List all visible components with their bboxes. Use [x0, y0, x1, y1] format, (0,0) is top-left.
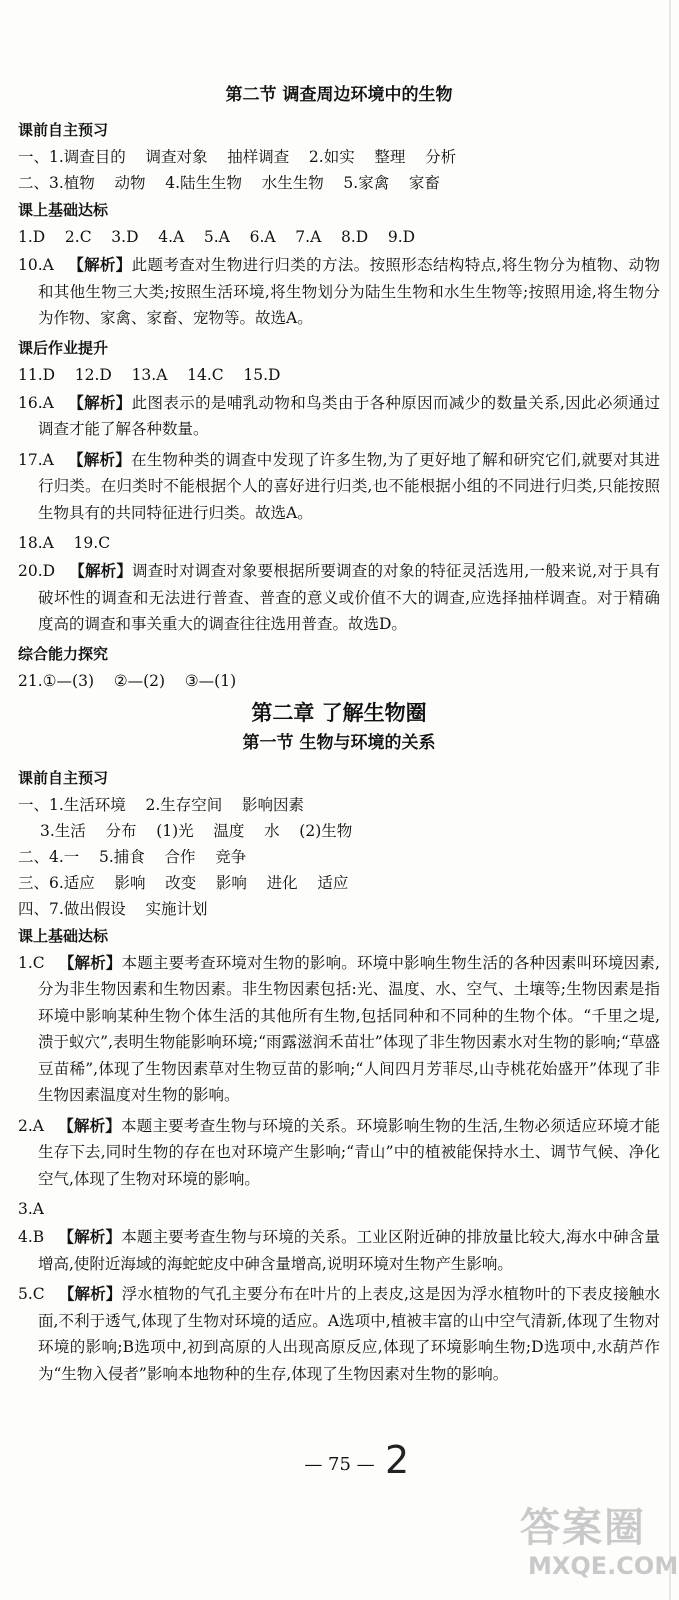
analysis-tag: 【解析】: [58, 1227, 122, 1246]
watermark-url: MXQE.COM: [528, 1552, 679, 1580]
answer-number: 16.A: [18, 393, 54, 412]
ch2-preview-line-4: 三、6.适应 影响 改变 影响 进化 适应: [18, 873, 349, 892]
ch2-answer-q2: [18, 1113, 660, 1193]
ch2-answer-q4: [18, 1224, 660, 1277]
ch2-preview-line-5: 四、7.做出假设 实施计划: [18, 899, 208, 918]
ch2-answer-q1: [18, 950, 660, 1109]
page-content: [18, 82, 660, 1391]
analysis-tag: 【解析】: [69, 561, 133, 580]
analysis-text: 本题主要考查生物与环境的关系。环境影响生物的生活,生物必须适应环境才能生存下去,同时生物的存在也对环境产生影响;“青山”中的植被能保持水土、调节气候、净化空气,体现了生物对环境的影响。: [38, 1116, 660, 1188]
heading-ability: 综合能力探究: [18, 644, 109, 663]
ch2-preview-line-1: 一、1.生活环境 2.生存空间 影响因素: [18, 795, 304, 814]
ch2-answer-q3: 3.A: [18, 1200, 44, 1218]
watermark-logo: [520, 1505, 679, 1590]
heading-after-class: 课后作业提升: [18, 338, 109, 357]
answer-q10: [18, 252, 660, 332]
ch2-answer-q5: [18, 1281, 660, 1387]
answers-18-19: 18.A 19.C: [18, 534, 111, 552]
watermark-text: 答案圈: [520, 1505, 646, 1551]
analysis-text: 本题主要考查生物与环境的关系。工业区附近砷的排放量比较大,海水中砷含量增高,使附近海域的海蛇蛇皮中砷含量增高,说明环境对生物产生影响。: [38, 1228, 660, 1273]
heading-preview-ch2: 课前自主预习: [18, 768, 109, 787]
preview-line-2: 二、3.植物 动物 4.陆生生物 水生生物 5.家禽 家畜: [18, 174, 440, 192]
answer-q21: 21.①—(3) ②—(2) ③—(1): [18, 671, 237, 690]
chapter-title: 第二章 了解生物圈: [251, 700, 427, 725]
analysis-tag: 【解析】: [58, 952, 122, 972]
answer-number: 2.A: [18, 1116, 44, 1135]
answer-q17: [18, 447, 660, 527]
analysis-tag: 【解析】: [57, 1115, 122, 1135]
answer-number: 17.A: [18, 450, 54, 469]
page-number: — 75 —: [304, 1454, 375, 1475]
analysis-tag: 【解析】: [67, 255, 132, 274]
handwritten-mark: 2: [385, 1438, 410, 1482]
ch2-preview-line-3: 二、4.一 5.捕食 合作 竞争: [18, 847, 247, 866]
heading-preview: 课前自主预习: [18, 121, 109, 139]
answer-q16: [18, 390, 660, 443]
basic-answers: 1.D 2.C 3.D 4.A 5.A 6.A 7.A 8.D 9.D: [18, 228, 416, 246]
scan-edge: [669, 0, 671, 1600]
analysis-tag: 【解析】: [67, 449, 131, 469]
preview-line-1: 一、1.调查目的 调查对象 抽样调查 2.如实 整理 分析: [18, 148, 457, 166]
analysis-text: 在生物种类的调查中发现了许多生物,为了更好地了解和研究它们,就要对其进行归类。在归类时不能根据个人的喜好进行归类,也不能根据小组的不同进行归类,只能按照生物具有的共同特征进行归类。故选A。: [38, 450, 660, 522]
answer-number: 1.C: [18, 953, 45, 972]
answer-number: 5.C: [18, 1285, 45, 1303]
heading-basic-ch2: 课上基础达标: [18, 926, 109, 945]
analysis-text: 浮水植物的气孔主要分布在叶片的上表皮,这是因为浮水植物叶的下表皮接触水面,不利于透气,体现了生物对环境的适应。A选项中,植被丰富的山中空气清新,体现了生物对环境的影响;B选项中,初到高原的人出现高原反应,体现了环境影响生物;D选项中,水葫芦作为“生物入侵者”影响本地物种的生存,体现了生物因素对生物的影响。: [38, 1285, 660, 1383]
answer-q20: [18, 558, 660, 638]
chapter-section-title: 第一节 生物与环境的关系: [242, 732, 436, 753]
answer-number: 10.A: [18, 256, 54, 274]
analysis-tag: 【解析】: [67, 392, 132, 412]
analysis-text: 调查时对调查对象要根据所要调查的对象的特征灵活选用,一般来说,对于具有破坏性的调查和无法进行普查、普查的意义或价值不大的调查,应选择抽样调查。对于精确度高的调查和事关重大的调查往往选用普查。故选D。: [38, 562, 660, 633]
heading-basic: 课上基础达标: [18, 201, 109, 219]
answer-number: 4.B: [18, 1228, 45, 1246]
analysis-text: 本题主要考查环境对生物的影响。环境中影响生物生活的各种因素叫环境因素,分为非生物因素和生物因素。非生物因素包括:光、温度、水、空气、土壤等;生物因素是指环境中影响某种生物个体生活的其他所有生物,包括同种和不同种的生物个体。“千里之堤,溃于蚁穴”,表明生物能影响环境;“雨露滋润禾苗壮”体现了非生物因素水对生物的影响;“草盛豆苗稀”,体现了生物因素草对生物豆苗的影响;“人间四月芳菲尽,山寺桃花始盛开”体现了非生物因素温度对生物的影响。: [38, 953, 660, 1104]
section-title: 第二节 调查周边环境中的生物: [225, 85, 453, 105]
analysis-text: 此图表示的是哺乳动物和鸟类由于各种原因而减少的数量关系,因此必须通过调查才能了解各种数量。: [38, 393, 660, 438]
answer-number: 20.D: [18, 562, 56, 580]
ch2-preview-line-2: 3.生活 分布 (1)光 温度 水 (2)生物: [40, 821, 353, 840]
analysis-text: 此题考查对生物进行归类的方法。按照形态结构特点,将生物分为植物、动物和其他生物三大类;按照生活环境,将生物划分为陆生生物和水生生物等;按照用途,将生物分为作物、家禽、家畜、宠物等。故选A。: [38, 256, 660, 327]
analysis-tag: 【解析】: [58, 1284, 122, 1303]
after-answers: 11.D 12.D 13.A 14.C 15.D: [18, 365, 281, 384]
